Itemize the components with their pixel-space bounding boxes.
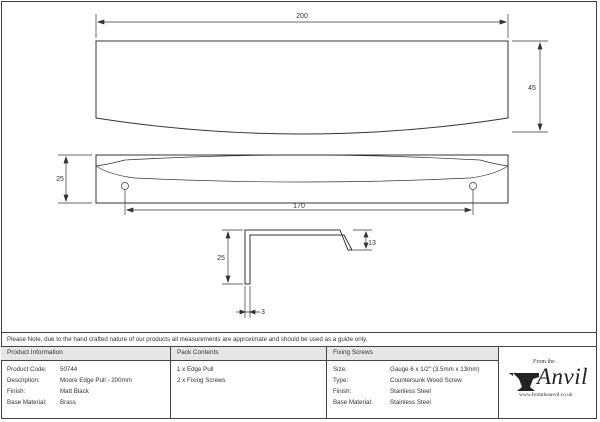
row-value: Stainless Steel xyxy=(390,399,431,406)
fixing-screws-panel xyxy=(327,347,499,419)
table-row xyxy=(333,366,480,377)
disclaimer-note: Please Note, due to the hand crafted nature of our products all measurements are approximate and should be used as a guide only. xyxy=(1,332,597,347)
logo-from-the: From the xyxy=(533,359,555,365)
row-label: Description: xyxy=(7,377,40,384)
row-label: Product Code: xyxy=(7,366,47,373)
row-label: Size: xyxy=(333,366,347,373)
product-information-heading: Product Information xyxy=(1,347,170,361)
pack-item: 1 x Edge Pull xyxy=(177,366,214,373)
front-view-outline xyxy=(96,41,508,134)
fixing-hole-left xyxy=(122,183,129,190)
row-label: Finish: xyxy=(7,388,26,395)
side-profile xyxy=(245,230,352,284)
row-value: 50744 xyxy=(60,366,78,373)
product-information-panel xyxy=(1,347,171,419)
table-row xyxy=(333,377,480,388)
table-row xyxy=(333,399,480,410)
dim-thickness: 3 xyxy=(261,309,265,316)
fixing-screws-table xyxy=(333,366,480,410)
pack-contents-panel xyxy=(171,347,327,419)
dim-height: 45 xyxy=(528,85,536,92)
logo-brand: Anvil xyxy=(537,364,589,389)
table-row xyxy=(333,388,480,399)
row-value: Gauge 6 x 1/2" (3.5mm x 13mm) xyxy=(390,366,480,373)
table-row xyxy=(7,399,132,410)
table-row xyxy=(7,388,132,399)
row-value: Matt Black xyxy=(60,388,89,395)
pack-item: 2 x Fixing Screws xyxy=(177,377,226,384)
row-value: Countersunk Wood Screw xyxy=(390,377,462,384)
table-row xyxy=(7,366,132,377)
product-information-table xyxy=(7,366,132,410)
pack-contents-list xyxy=(177,366,225,388)
row-value: Stainless Steel xyxy=(390,388,431,395)
table-row xyxy=(7,377,132,388)
row-value: Brass xyxy=(60,399,76,406)
pack-contents-heading: Pack Contents xyxy=(171,347,326,361)
fixing-hole-right xyxy=(470,183,477,190)
dim-depth: 25 xyxy=(56,176,64,183)
dim-hole-centres: 170 xyxy=(293,203,305,210)
fixing-screws-heading: Fixing Screws xyxy=(327,347,498,361)
logo-url: www.fromtheanvil.co.uk xyxy=(519,392,573,398)
list-item xyxy=(177,366,225,377)
row-label: Base Material: xyxy=(7,399,47,406)
dim-overall-width: 200 xyxy=(296,13,308,20)
row-value: Moore Edge Pull - 200mm xyxy=(60,377,132,384)
dim-profile-height: 25 xyxy=(217,255,225,262)
row-label: Finish: xyxy=(333,388,352,395)
list-item xyxy=(177,377,225,388)
dim-lip: 13 xyxy=(368,240,376,247)
from-the-anvil-logo xyxy=(499,347,597,419)
row-label: Type: xyxy=(333,377,349,384)
row-label: Base Material: xyxy=(333,399,373,406)
